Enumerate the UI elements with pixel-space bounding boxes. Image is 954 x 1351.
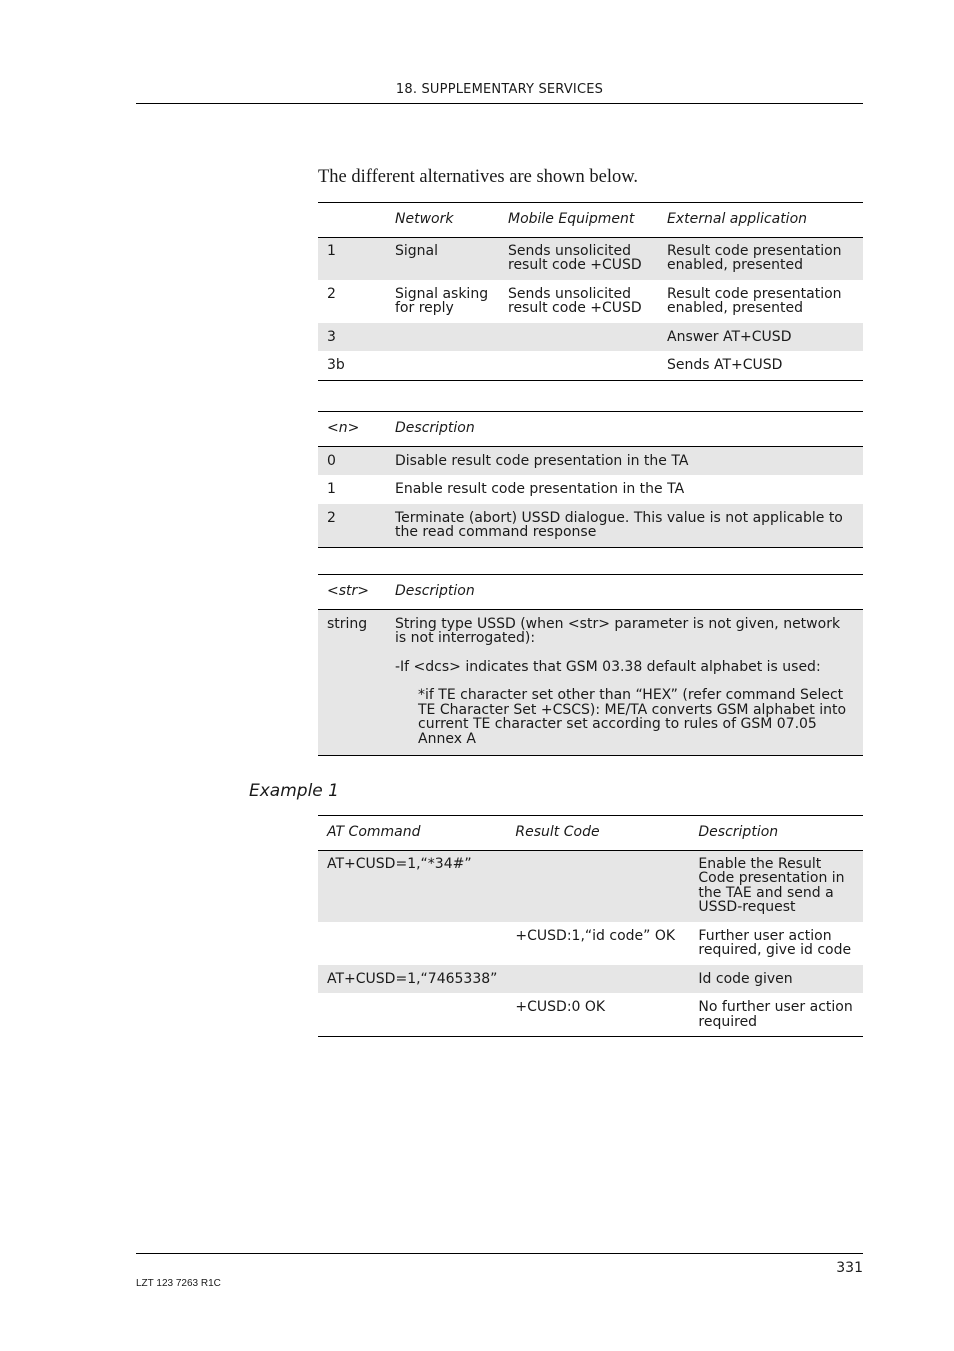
table-cell: AT+CUSD=1,“7465338” [318,965,506,994]
table-row [318,965,863,994]
table-cell: Result code presentation enabled, presented [667,285,842,316]
table-cell: string [318,609,386,756]
table-row [318,993,863,1037]
table-cell: Disable result code presentation in the TA [386,446,863,475]
header-rule [136,103,863,104]
table-cell [499,323,658,352]
example-heading: Example 1 [249,781,339,801]
table-cell: 2 [327,285,336,302]
table-row [318,922,863,965]
table-cell: Sends AT+CUSD [658,351,863,380]
table-cell: 0 [318,446,386,475]
table-cell: Further user action required, give id code [698,927,852,958]
table-cell: Id code given [689,965,863,994]
column-header-external-application: External application [658,203,863,238]
table-row [318,850,863,922]
table-cell: 2 [318,504,386,548]
footer-rule [136,1253,863,1254]
column-header-at-command: AT Command [318,816,506,851]
table-row [318,446,863,475]
column-header [318,203,386,238]
column-header-result-code: Result Code [506,816,689,851]
table-header-row [318,412,863,447]
table-header-row [318,575,863,610]
table-row [318,504,863,548]
str-parameter-table [318,574,863,756]
description-paragraph: *if TE character set other than “HEX” (refer command Select TE Character Set +CSCS): ME/TA converts GSM alphabet into current TE character set according to rules of GSM 07.05 Annex A [418,687,847,747]
table-cell: 1 [318,237,386,280]
table-header-row [318,816,863,851]
column-header-mobile-equipment: Mobile Equipment [499,203,658,238]
table-cell: AT+CUSD=1,“*34#” [318,850,506,922]
table-cell: 3b [318,351,386,380]
description-paragraph: String type USSD (when <str> parameter is not given, network is not interrogated): [395,615,841,646]
column-header-description: Description [689,816,863,851]
table-cell: Signal [386,237,499,280]
column-header-description: Description [386,412,863,447]
table-cell: Terminate (abort) USSD dialogue. This value is not applicable to the read command response [386,504,863,548]
table-cell: +CUSD:0 OK [506,993,689,1037]
table-cell [386,351,499,380]
column-header-description: Description [386,575,863,610]
table-row [318,280,863,323]
table-cell: 1 [327,481,336,497]
table-row [318,351,863,380]
table-header-row [318,203,863,238]
column-header-n: <n> [318,412,386,447]
table-cell [506,965,689,994]
description-paragraph: -If <dcs> indicates that GSM 03.38 default alphabet is used: [395,658,821,675]
running-header: 18. SUPPLEMENTARY SERVICES [395,82,604,97]
table-cell: Answer AT+CUSD [658,323,863,352]
intro-text: The different alternatives are shown below. [318,167,639,187]
table-cell: Result code presentation enabled, presented [658,237,863,280]
column-header-network: Network [386,203,499,238]
table-row [318,323,863,352]
table-cell: +CUSD:1,“id code” OK [515,927,676,944]
table-cell [499,351,658,380]
table-cell [506,850,689,922]
table-cell: Sends unsolicited result code +CUSD [499,237,658,280]
table-cell [318,993,506,1037]
table-cell: Sends unsolicited result code +CUSD [508,285,642,316]
table-cell [386,323,499,352]
table-cell: No further user action required [689,993,863,1037]
example-table [318,815,863,1037]
table-cell: 3 [318,323,386,352]
page-number: 331 [836,1260,863,1276]
alternatives-table [318,202,863,381]
table-cell [318,922,506,965]
column-header-str: <str> [318,575,386,610]
table-cell: Signal asking for reply [395,285,489,316]
n-parameter-table [318,411,863,548]
table-row [318,237,863,280]
table-row [318,475,863,504]
table-cell: Enable the Result Code presentation in the TAE and send a USSD-request [689,850,863,922]
table-cell [386,609,863,756]
table-row [318,609,863,756]
document-code: LZT 123 7263 R1C [136,1278,221,1289]
table-cell: Enable result code presentation in the TA [395,481,685,497]
